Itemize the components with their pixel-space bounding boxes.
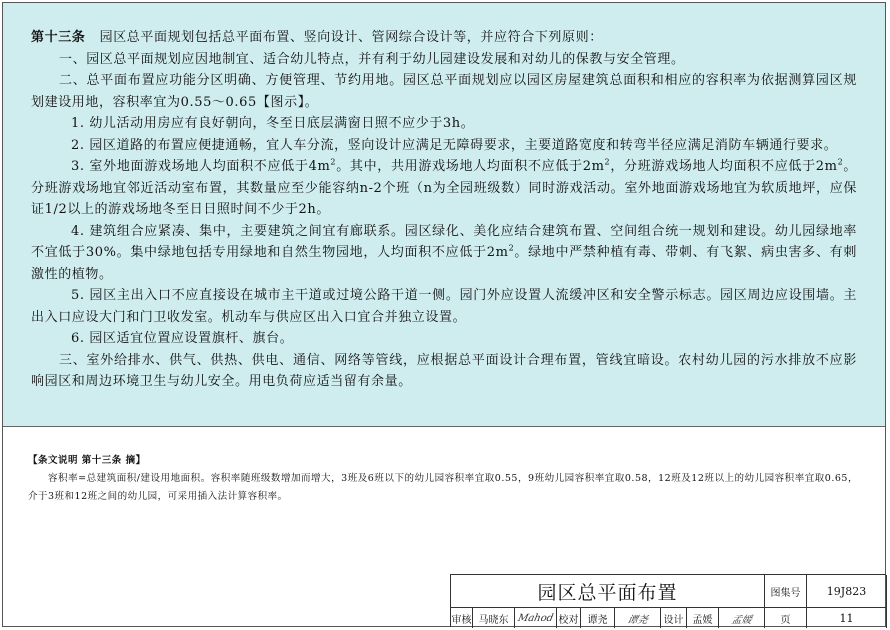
item-3-part-d: 。分班游戏场地宜邻近活动室布置，其数量应至少能容纳n-2个班（n为全园班级数）同时游戏活动。室外地面游戏场地宜为软质地坪，应保证1/2以上的游戏场地冬至日日照时间不少于2h。 [31, 159, 857, 217]
superscript: 2 [604, 157, 611, 167]
item-1: 1. 幼儿活动用房应有良好朝向，冬至日底层满窗日照不应少于3h。 [71, 116, 475, 131]
item-3-part-a: 3. 室外地面游戏场地人均面积不应低于4m [71, 159, 331, 174]
specification-box [3, 3, 885, 427]
designer-signature [719, 608, 765, 628]
title-block-row-2 [451, 608, 887, 628]
checker-name: 谭尧 [581, 608, 615, 628]
atlas-number: 19J823 [807, 575, 887, 607]
clause-2: 二、总平面布置应功能分区明确、方便管理、节约用地。园区总平面规划应以园区房屋建筑总面积和相应的容积率为依据测算园区规划建设用地，容积率宜为0.55～0.65【图示】。 [31, 73, 857, 110]
item-5: 5. 园区主出入口不应直接设在城市主干道或过境公路干道一侧。园门外应设置人流缓冲区和安全警示标志。园区周边应设围墙。主出入口应设大门和门卫收发室。机动车与供应区出入口宜合并独立设置。 [31, 288, 857, 325]
explanation-body: 容积率=总建筑面积/建设用地面积。容积率随班级数增加而增大，3班及6班以下的幼儿园容积率宜取0.55，9班幼儿园容积率宜取0.58，12班及12班以上的幼儿园容积率宜取0.65，介于3班和12班之间的幼儿园，可采用插入法计算容积率。 [28, 473, 858, 502]
item-4-part-a: 4. 建筑组合应紧凑、集中，主要建筑之间宜有廊联系。园区绿化、美化应结合建筑布置、空间组合统一规划和建设。幼儿园绿地率不宜低于30%。集中绿地包括专用绿地和自然生物园地，人均面积不应低于2m [31, 223, 857, 260]
clause-explanation [28, 452, 858, 506]
clause-3: 三、室外给排水、供气、供热、供电、通信、网络等管线，应根据总平面设计合理布置，管线宜暗设。农村幼儿园的污水排放不应影响园区和周边环境卫生与幼儿安全。用电负荷应适当留有余量。 [31, 352, 857, 389]
superscript: 2 [837, 157, 844, 167]
design-label: 设计 [661, 608, 687, 628]
page-label: 页 [765, 608, 807, 628]
item-3-part-b: 。其中，共用游戏场地人均面积不应低于2m [336, 159, 605, 174]
article-intro: 园区总平面规划包括总平面布置、竖向设计、管网综合设计等，并应符合下列原则： [99, 30, 603, 45]
reviewer-signature [515, 608, 557, 628]
item-2: 2. 园区道路的布置应便捷通畅，宜人车分流，竖向设计应满足无障碍要求，主要道路宽度和转弯半径应满足消防车辆通行要求。 [71, 137, 838, 153]
checker-signature-text: 谭尧 [625, 614, 649, 626]
review-label: 审核 [451, 608, 473, 628]
explanation-title: 【条文说明 第十三条 摘】 [28, 455, 146, 466]
drawing-title: 园区总平面布置 [451, 575, 765, 607]
item-3-part-c: ，分班游戏场地人均面积不应低于2m [610, 159, 838, 174]
article-heading [31, 27, 857, 49]
superscript: 2 [330, 157, 337, 167]
item-6: 6. 园区适宜位置应设置旗杆、旗台。 [71, 331, 294, 346]
superscript: 2 [508, 243, 515, 253]
item-4 [31, 221, 857, 286]
designer-signature-text: 孟媛 [729, 614, 753, 626]
item-3 [31, 156, 857, 221]
clause-1: 一、园区总平面规划应因地制宜、适合幼儿特点，并有利于幼儿园建设发展和对幼儿的保教与安全管理。 [59, 51, 685, 67]
checker-signature [615, 608, 661, 628]
title-block [450, 574, 886, 627]
item-4-part-b: 。绿地中严禁种植有毒、带刺、有飞絮、病虫害多、有刺激性的植物。 [31, 245, 857, 282]
article-label: 第十三条 [31, 30, 86, 45]
check-label: 校对 [557, 608, 581, 628]
atlas-label: 图集号 [765, 575, 807, 607]
page-number: 11 [807, 608, 887, 628]
reviewer-name: 马晓东 [473, 608, 515, 628]
designer-name: 孟媛 [687, 608, 719, 628]
title-block-row-1 [451, 575, 887, 608]
reviewer-signature-text: Mahod [516, 612, 555, 624]
